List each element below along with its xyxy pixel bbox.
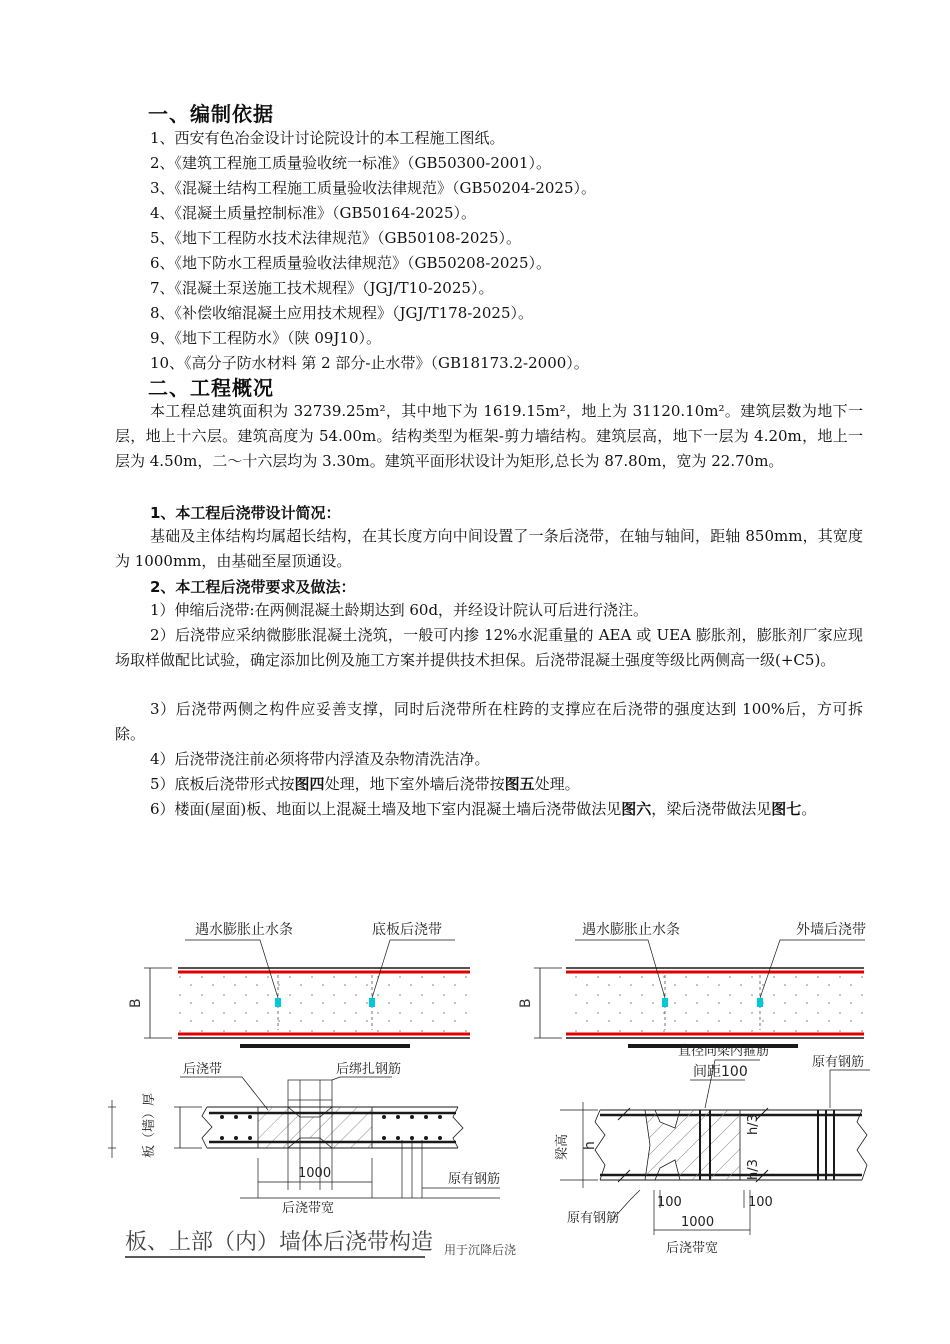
- section-heading-basis: 一、编制依据: [148, 102, 274, 126]
- reference-item: 2、《建筑工程施工质量验收统一标准》（GB50300-2001）。: [150, 154, 552, 172]
- dim-100-left: 100: [657, 1195, 682, 1210]
- label-water-stop: 遇水膨胀止水条: [195, 922, 293, 938]
- figure-6-note: 用于沉降后浇: [444, 1243, 517, 1257]
- slab-concrete: [178, 968, 470, 1038]
- label-h: h: [582, 1141, 598, 1150]
- subsection-title-requirements: 2、本工程后浇带要求及做法：: [150, 578, 356, 596]
- water-stop-strip: [757, 998, 763, 1007]
- label-h3-lower: h/3: [746, 1159, 761, 1180]
- requirement-3: 3）后浇带两侧之构件应妥善支撑，同时后浇带所在柱跨的支撑应在后浇带的强度达到 100%后，方可拆除。: [115, 700, 863, 743]
- figure-4-slab-band: [128, 921, 470, 1046]
- dim-1000: 1000: [298, 1166, 332, 1181]
- reference-item: 5、《地下工程防水技术法律规范》（GB50108-2025）。: [150, 229, 522, 247]
- label-h3-upper: h/3: [746, 1114, 761, 1135]
- dim-b-label: B: [128, 998, 144, 1008]
- requirement-1: 1）伸缩后浇带:在两侧混凝土龄期达到 60d，并经设计院认可后进行浇注。: [150, 601, 649, 619]
- label-beam-height: 梁高: [555, 1133, 570, 1160]
- wall-concrete: [566, 968, 864, 1038]
- label-band-width: 后浇带宽: [666, 1241, 719, 1256]
- reference-item: 7、《混凝土泵送施工技术规程》（JGJ/T10-2025）。: [150, 279, 494, 297]
- section-heading-overview: 二、工程概况: [148, 376, 274, 400]
- figure-6-caption: 板、上部（内）墙体后浇带构造: [125, 1230, 434, 1255]
- label-spacing: 间距100: [693, 1064, 748, 1080]
- reference-item: 4、《混凝土质量控制标准》（GB50164-2025）。: [150, 204, 477, 222]
- reference-item: 9、《地下工程防水》（陕 09J10）。: [150, 329, 381, 347]
- label-wall-band: 外墙后浇带: [796, 922, 866, 938]
- label-band-width: 后浇带宽: [282, 1201, 335, 1216]
- dim-b-label: B: [518, 998, 534, 1008]
- requirement-5: 5）底板后浇带形式按图四处理，地下室外墙后浇带按图五处理。: [150, 775, 580, 793]
- water-stop-strip: [275, 998, 281, 1007]
- beam-band-hatch: [645, 1110, 740, 1180]
- reference-item: 3、《混凝土结构工程施工质量验收法律规范》（GB50204-2025）。: [150, 179, 597, 197]
- dim-1000: 1000: [681, 1215, 715, 1230]
- label-original-rebar: 原有钢筋: [448, 1172, 501, 1187]
- overview-paragraph: 本工程总建筑面积为 32739.25m²，其中地下为 1619.15m²，地上为 31120.10m²。建筑层数为地下一层，地上十六层。建筑高度为 54.00m。结构类型为框架-剪力墙结构。建筑层高，地下一层为 4.20m，地上一层为 4.50m，二～十六层均为 3.30m。建筑平面形状设计为矩形,总长为 87.80m，宽为 22.70m。: [115, 402, 863, 470]
- water-stop-strip: [369, 998, 375, 1007]
- label-band: 后浇带: [183, 1062, 223, 1077]
- water-stop-strip: [662, 998, 668, 1007]
- reference-item: 1、西安有色冶金设计讨论院设计的本工程施工图纸。: [150, 129, 505, 147]
- label-original-rebar-top: 原有钢筋: [812, 1055, 865, 1070]
- reference-item: 10、《高分子防水材料 第 2 部分-止水带》（GB18173.2-2000）。: [150, 354, 589, 372]
- label-slab-band: 底板后浇带: [372, 922, 442, 938]
- label-original-rebar-bottom: 原有钢筋: [567, 1211, 620, 1226]
- label-thickness: 板（墙）厚: [142, 1092, 157, 1158]
- fig7-body: [554, 1043, 870, 1256]
- requirement-2: 2）后浇带应采纳微膨胀混凝土浇筑，一般可内掺 12%水泥重量的 AEA 或 UEA 膨胀剂，膨胀剂厂家应现场取样做配比试验，确定添加比例及施工方案并提供技术担保。后浇带混凝土强度等级比两侧高一级(+C5)。: [115, 626, 863, 669]
- subsection-title-design: 1、本工程后浇带设计简况：: [150, 504, 341, 522]
- figure-5-wall-band: [518, 921, 866, 1046]
- label-water-stop: 遇水膨胀止水条: [582, 922, 680, 938]
- fig6-body: [108, 1061, 516, 1257]
- label-rebar: 后绑扎钢筋: [336, 1062, 402, 1077]
- label-stirrup: 直径同梁内箍筋: [678, 1044, 770, 1059]
- requirement-4: 4）后浇带浇注前必须将带内浮渣及杂物清洗洁净。: [150, 750, 490, 768]
- design-paragraph: 基础及主体结构均属超长结构，在其长度方向中间设置了一条后浇带，在轴与轴间，距轴 850mm，其宽度为 1000mm，由基础至屋顶通设。: [115, 527, 863, 570]
- reference-item: 6、《地下防水工程质量验收法律规范》（GB50208-2025）。: [150, 254, 552, 272]
- detail-drawings-lower: [0, 1040, 950, 1340]
- requirement-6: 6）楼面(屋面)板、地面以上混凝土墙及地下室内混凝土墙后浇带做法见图六，梁后浇带做法见图七。: [150, 800, 817, 818]
- reference-item: 8、《补偿收缩混凝土应用技术规程》（JGJ/T178-2025）。: [150, 304, 533, 322]
- dim-100-right: 100: [748, 1195, 773, 1210]
